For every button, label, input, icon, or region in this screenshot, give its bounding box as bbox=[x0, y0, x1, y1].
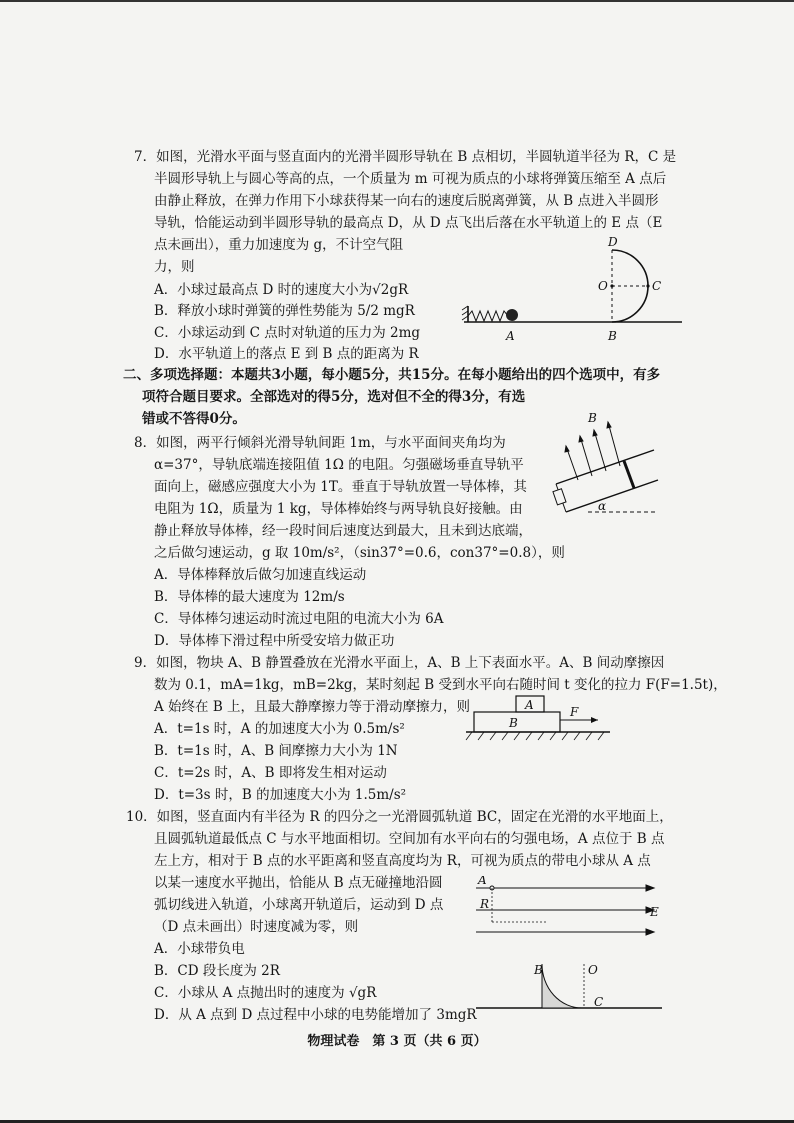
q8-line: α=37°，导轨底端连接阻值 1Ω 的电阻。匀强磁场垂直导轨平 bbox=[154, 457, 524, 473]
q7-line: 半圆形导轨上与圆心等高的点，一个质量为 m 可视为质点的小球将弹簧压缩至 A 点后 bbox=[154, 171, 667, 187]
q9-label-F: F bbox=[570, 705, 579, 719]
q8-line: 面向上，磁感应强度大小为 1T。垂直于导轨放置一导体棒，其 bbox=[154, 479, 527, 495]
q8-label-B: B bbox=[588, 411, 597, 425]
q7-label-A: A bbox=[506, 329, 515, 343]
q9-option-b: B．t=1s 时，A、B 间摩擦力大小为 1N bbox=[154, 743, 398, 759]
q10-track-figure bbox=[472, 958, 668, 1022]
q7-figure bbox=[460, 236, 690, 352]
q8-option-a: A．导体棒释放后做匀加速直线运动 bbox=[154, 567, 367, 583]
section-2-line: 二、多项选择题：本题共3小题，每小题5分，共15分。在每小题给出的四个选项中，有多 bbox=[123, 367, 661, 383]
q8-line: 电阻为 1Ω，质量为 1 kg，导体棒始终与两导轨良好接触。由 bbox=[154, 501, 523, 517]
q7-line: 点未画出），重力加速度为 g，不计空气阻 bbox=[154, 237, 404, 253]
q9-option-c: C．t=2s 时，A、B 即将发生相对运动 bbox=[154, 765, 387, 781]
q7-option-a: A．小球过最高点 D 时的速度大小为√2gR bbox=[154, 282, 409, 298]
q7-label-C: C bbox=[652, 279, 662, 293]
q7-option-d: D．水平轨道上的落点 E 到 B 点的距离为 R bbox=[154, 346, 419, 362]
q7-line: 导轨，恰能运动到半圆形导轨的最高点 D，从 D 点飞出后落在水平轨道上的 E 点（E bbox=[154, 215, 663, 231]
q9-label-A: A bbox=[525, 698, 534, 712]
q10-label-O: O bbox=[588, 963, 598, 977]
page-footer: 物理试卷 第 3 页（共 6 页） bbox=[307, 1034, 487, 1049]
q8-option-c: C．导体棒匀速运动时流过电阻的电流大小为 6A bbox=[154, 611, 444, 627]
q7-line: 7．如图，光滑水平面与竖直面内的光滑半圆形导轨在 B 点相切，半圆轨道半径为 R，C 是 bbox=[134, 149, 677, 165]
q10-option-a: A．小球带负电 bbox=[154, 941, 245, 957]
q10-option-b: B．CD 段长度为 2R bbox=[154, 963, 280, 979]
q10-label-R-vertical: R bbox=[480, 897, 490, 911]
q10-option-d: D．从 A 点到 D 点过程中小球的电势能增加了 3mgR bbox=[154, 1007, 477, 1023]
q10-label-C: C bbox=[594, 995, 604, 1009]
arc-block bbox=[542, 964, 582, 1008]
q8-option-d: D．导体棒下滑过程中所受安培力做正功 bbox=[154, 633, 395, 649]
q8-option-b: B．导体棒的最大速度为 12m/s bbox=[154, 589, 345, 605]
q8-line: 之后做匀速运动，g 取 10m/s²，（sin37°=0.6，con37°=0.8），则 bbox=[154, 545, 565, 561]
q10-line: 以某一速度水平抛出，恰能从 B 点无碰撞地沿圆 bbox=[154, 875, 443, 891]
q8-line: 8．如图，两平行倾斜光滑导轨间距 1m，与水平面间夹角均为 bbox=[134, 435, 506, 451]
q7-option-b: B．释放小球时弹簧的弹性势能为 5/2 mgR bbox=[154, 303, 415, 319]
section-2-line: 错或不答得0分。 bbox=[142, 411, 246, 427]
q9-option-d: D．t=3s 时，B 的加速度大小为 1.5m/s² bbox=[154, 787, 407, 803]
q9-line: 9．如图，物块 A、B 静置叠放在光滑水平面上，A、B 上下表面水平。A、B 间动摩擦因 bbox=[134, 655, 665, 671]
q10-label-E: E bbox=[650, 905, 659, 919]
q10-line: 10．如图，竖直面内有半径为 R 的四分之一光滑圆弧轨道 BC，固定在光滑的水平地面上， bbox=[126, 809, 673, 825]
q9-option-a: A．t=1s 时，A 的加速度大小为 0.5m/s² bbox=[154, 721, 405, 737]
q9-figure bbox=[464, 690, 612, 750]
section-2-line: 项符合题目要求。全部选对的得5分，选对但不全的得3分，有选 bbox=[142, 389, 526, 405]
q7-line: 力，则 bbox=[154, 259, 195, 275]
q8-line: 静止释放导体棒，经一段时间后速度达到最大，且未到达底端， bbox=[154, 523, 532, 539]
q10-line: 弧切线进入轨道，小球离开轨道后，运动到 D 点 bbox=[154, 897, 444, 913]
q10-line: 左上方，相对于 B 点的水平距离和竖直高度均为 R，可视为质点的带电小球从 A 点 bbox=[154, 853, 651, 869]
q7-label-B: B bbox=[608, 329, 617, 343]
q8-figure bbox=[552, 406, 662, 522]
q9-label-B: B bbox=[509, 716, 518, 730]
q7-option-c: C．小球运动到 C 点时对轨道的压力为 2mg bbox=[154, 325, 421, 341]
q7-label-D: D bbox=[608, 236, 618, 249]
q10-line: （D 点未画出）时速度减为零，则 bbox=[154, 919, 359, 935]
q8-label-alpha: α bbox=[598, 499, 607, 513]
q10-label-B: B bbox=[534, 963, 543, 977]
q9-line: 数为 0.1，mA=1kg，mB=2kg，某时刻起 B 受到水平向右随时间 t 变化的拉力 F(F=1.5t)， bbox=[154, 677, 727, 693]
q7-line: 由静止释放，在弹力作用下小球获得某一向右的速度后脱离弹簧，从 B 点进入半圆形 bbox=[154, 193, 659, 209]
q10-option-c: C．小球从 A 点抛出时的速度为 √gR bbox=[154, 985, 377, 1001]
q9-line: A 始终在 B 上，且最大静摩擦力等于滑动摩擦力，则 bbox=[154, 699, 471, 715]
q10-label-A: A bbox=[478, 876, 487, 887]
q7-label-O: O bbox=[598, 279, 608, 293]
q10-line: 且圆弧轨道最低点 C 与水平地面相切。空间加有水平向右的匀强电场，A 点位于 B 点 bbox=[154, 831, 665, 847]
